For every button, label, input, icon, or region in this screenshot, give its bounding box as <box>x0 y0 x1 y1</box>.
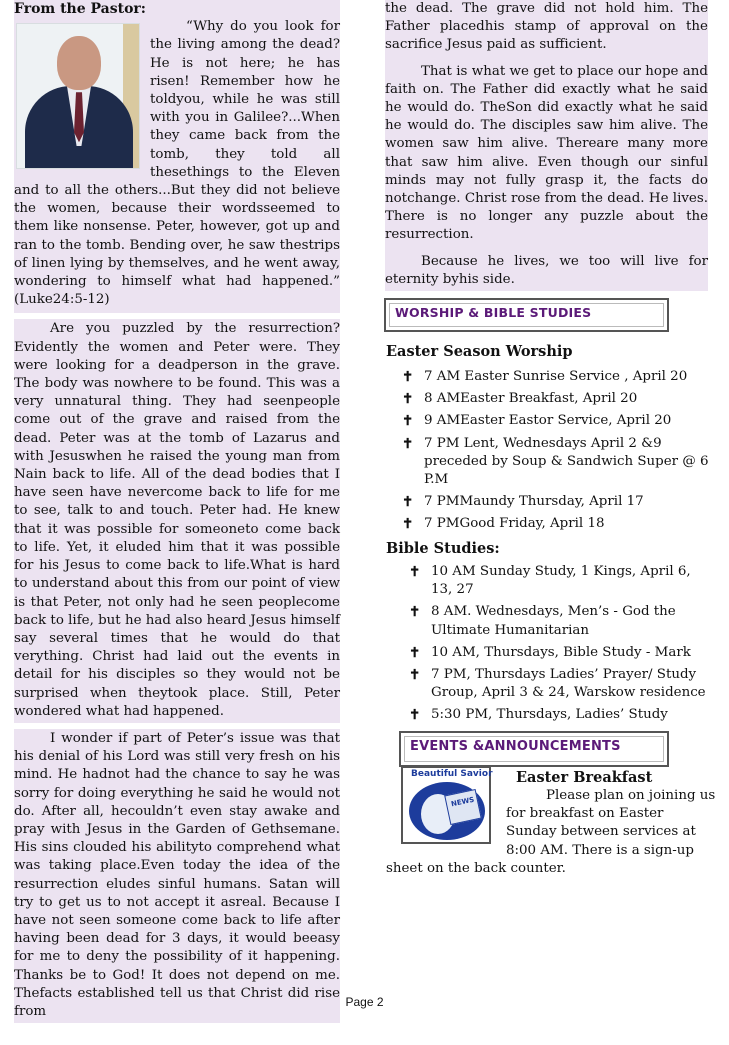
right-column-article <box>385 0 708 291</box>
pastor-paragraph-1: Are you puzzled by the resurrection? Evidently the women and Peter were. They were looking for a deadperson in the grave. The body was nowhere to be found. This was a very unnatural thing. They had seenpeople come out of the grave and raised from the dead. Peter was at the tomb of Lazarus and with Jesuswhen he raised the young man from Nain back to life. All of the dead bodies that I have seen have nevercome back to life for me to see, talk to and touch. Peter had. He knew that it was possible for someoneto come back to life. Yet, it eluded him that it was possible for his Jesus to come back to life.What is hard to understand about this from our point of view is that Peter, not only had he seen peoplecome back to life, but he had also heard Jesus himself say several times that he would do that verything. Christ had laid out the events in detail for his disciples so they would not be surprised when theytook place. Still, Peter wondered what had happened. <box>14 321 340 719</box>
scripture-quote: “Why do you look for the living among the dead? He is not here; he has risen! Remember how he toldyou, while he was still with you in Galilee?...When they came back from the tomb, they told all thesethings to the Eleven and to all the others...But they did not believe the women, because their wordsseemed to them like nonsense. Peter, however, got up and ran to the tomb. Bending over, he saw thestrips of linen lying by themselves, and he went away, wondering to himself what had happened.” (Luke24:5-12) <box>14 19 340 308</box>
events-section-title <box>399 731 669 767</box>
list-item: ✝ 8 AMEaster Breakfast, April 20 <box>402 391 638 408</box>
cross-icon: ✝ <box>409 564 421 580</box>
pastor-paragraph-2-box <box>14 729 340 1023</box>
pastor-photo-icon <box>16 23 140 169</box>
easter-breakfast-title: Easter Breakfast <box>516 769 653 786</box>
easter-breakfast-text: Please plan on joining us for breakfast on Easter Sunday between services at 8:00 AM. There is a sign-up sheet on the back counter. <box>386 788 716 876</box>
cross-icon: ✝ <box>402 413 414 430</box>
article-paragraph-4: Because he lives, we too will live for eternity byhis side. <box>385 253 708 287</box>
left-column <box>14 0 340 1023</box>
article-paragraph-3: That is what we get to place our hope and faith on. The Father did exactly what he said he would do. TheSon did exactly what he said he would do. The disciples saw him alive. The women saw him alive. Thereare many more that saw him alive. Even though our sinful minds may not fully grasp it, the facts do notchange. Christ rose from the dead. He lives. There is no longer any puzzle about the resurrection. <box>385 63 708 243</box>
events-title-text: EVENTS &ANNOUNCEMENTS <box>410 739 621 754</box>
list-item: ✝ 9 AMEaster Eastor Service, April 20 <box>402 413 672 430</box>
cross-icon: ✝ <box>402 391 414 408</box>
easter-worship-heading: Easter Season Worship <box>386 343 573 360</box>
list-item: ✝ 7 AM Easter Sunrise Service , April 20 <box>402 369 688 385</box>
list-item: ✝ 10 AM Sunday Study, 1 Kings, April 6, 13, 27 <box>409 564 691 598</box>
cross-icon: ✝ <box>409 604 421 621</box>
cross-icon: ✝ <box>402 516 414 533</box>
bible-studies-heading: Bible Studies: <box>386 540 500 557</box>
list-item: ✝ 8 AM. Wednesdays, Men’s - God the Ultimate Humanitarian <box>409 604 676 638</box>
list-item: ✝ 7 PM Lent, Wednesdays April 2 &9 preceded by Soup & Sandwich Super @ 6 P.M <box>402 435 709 488</box>
worship-section-title <box>384 298 669 332</box>
easter-worship-list <box>386 368 716 538</box>
pastor-paragraph-1-box <box>14 319 340 722</box>
page-number: Page 2 <box>345 995 384 1009</box>
logo-text: Beautiful Savior <box>411 769 493 779</box>
cross-icon: ✝ <box>402 369 414 385</box>
article-continuation: the dead. The grave did not hold him. The Father placedhis stamp of approval on the sacrifice Jesus paid as sufficient. <box>385 1 708 53</box>
cross-icon: ✝ <box>409 707 421 724</box>
bible-studies-list <box>393 563 716 729</box>
worship-title-text: WORSHIP & BIBLE STUDIES <box>395 305 592 320</box>
cross-icon: ✝ <box>402 494 414 511</box>
list-item: ✝ 5:30 PM, Thursdays, Ladies’ Study <box>409 707 668 724</box>
pastor-section <box>14 0 340 313</box>
list-item: ✝ 7 PMGood Friday, April 18 <box>402 516 605 533</box>
list-item: ✝ 7 PMMaundy Thursday, April 17 <box>402 494 644 511</box>
cross-icon: ✝ <box>409 667 421 684</box>
cross-icon: ✝ <box>409 644 421 661</box>
pastor-paragraph-2: I wonder if part of Peter’s issue was that his denial of his Lord was still very fresh on his mind. He hadnot had the chance to say he was sorry for doing everything he said he would not do. After all, hecouldn’t even stay awake and pray with Jesus in the Garden of Gethsemane. His sins clouded his abilityto comprehend what was taking place.Even today the idea of the resurrection eludes sinful humans. Satan will try to get us to not accept it asreal. Because I have not seen someone come back to life after having been dead for 3 days, it would beeasy for me to deny the possibility of it happening. Thanks be to God! It does not depend on me. Thefacts established tell us that Christ did rise from <box>14 730 340 1019</box>
list-item: ✝ 10 AM, Thursdays, Bible Study - Mark <box>409 644 691 661</box>
list-item: ✝ 7 PM, Thursdays Ladies’ Prayer/ Study Group, April 3 & 24, Warskow residence <box>409 667 706 701</box>
logo-news-text: NEWS <box>450 795 475 809</box>
pastor-heading: From the Pastor: <box>14 1 146 17</box>
cross-icon: ✝ <box>402 435 414 452</box>
